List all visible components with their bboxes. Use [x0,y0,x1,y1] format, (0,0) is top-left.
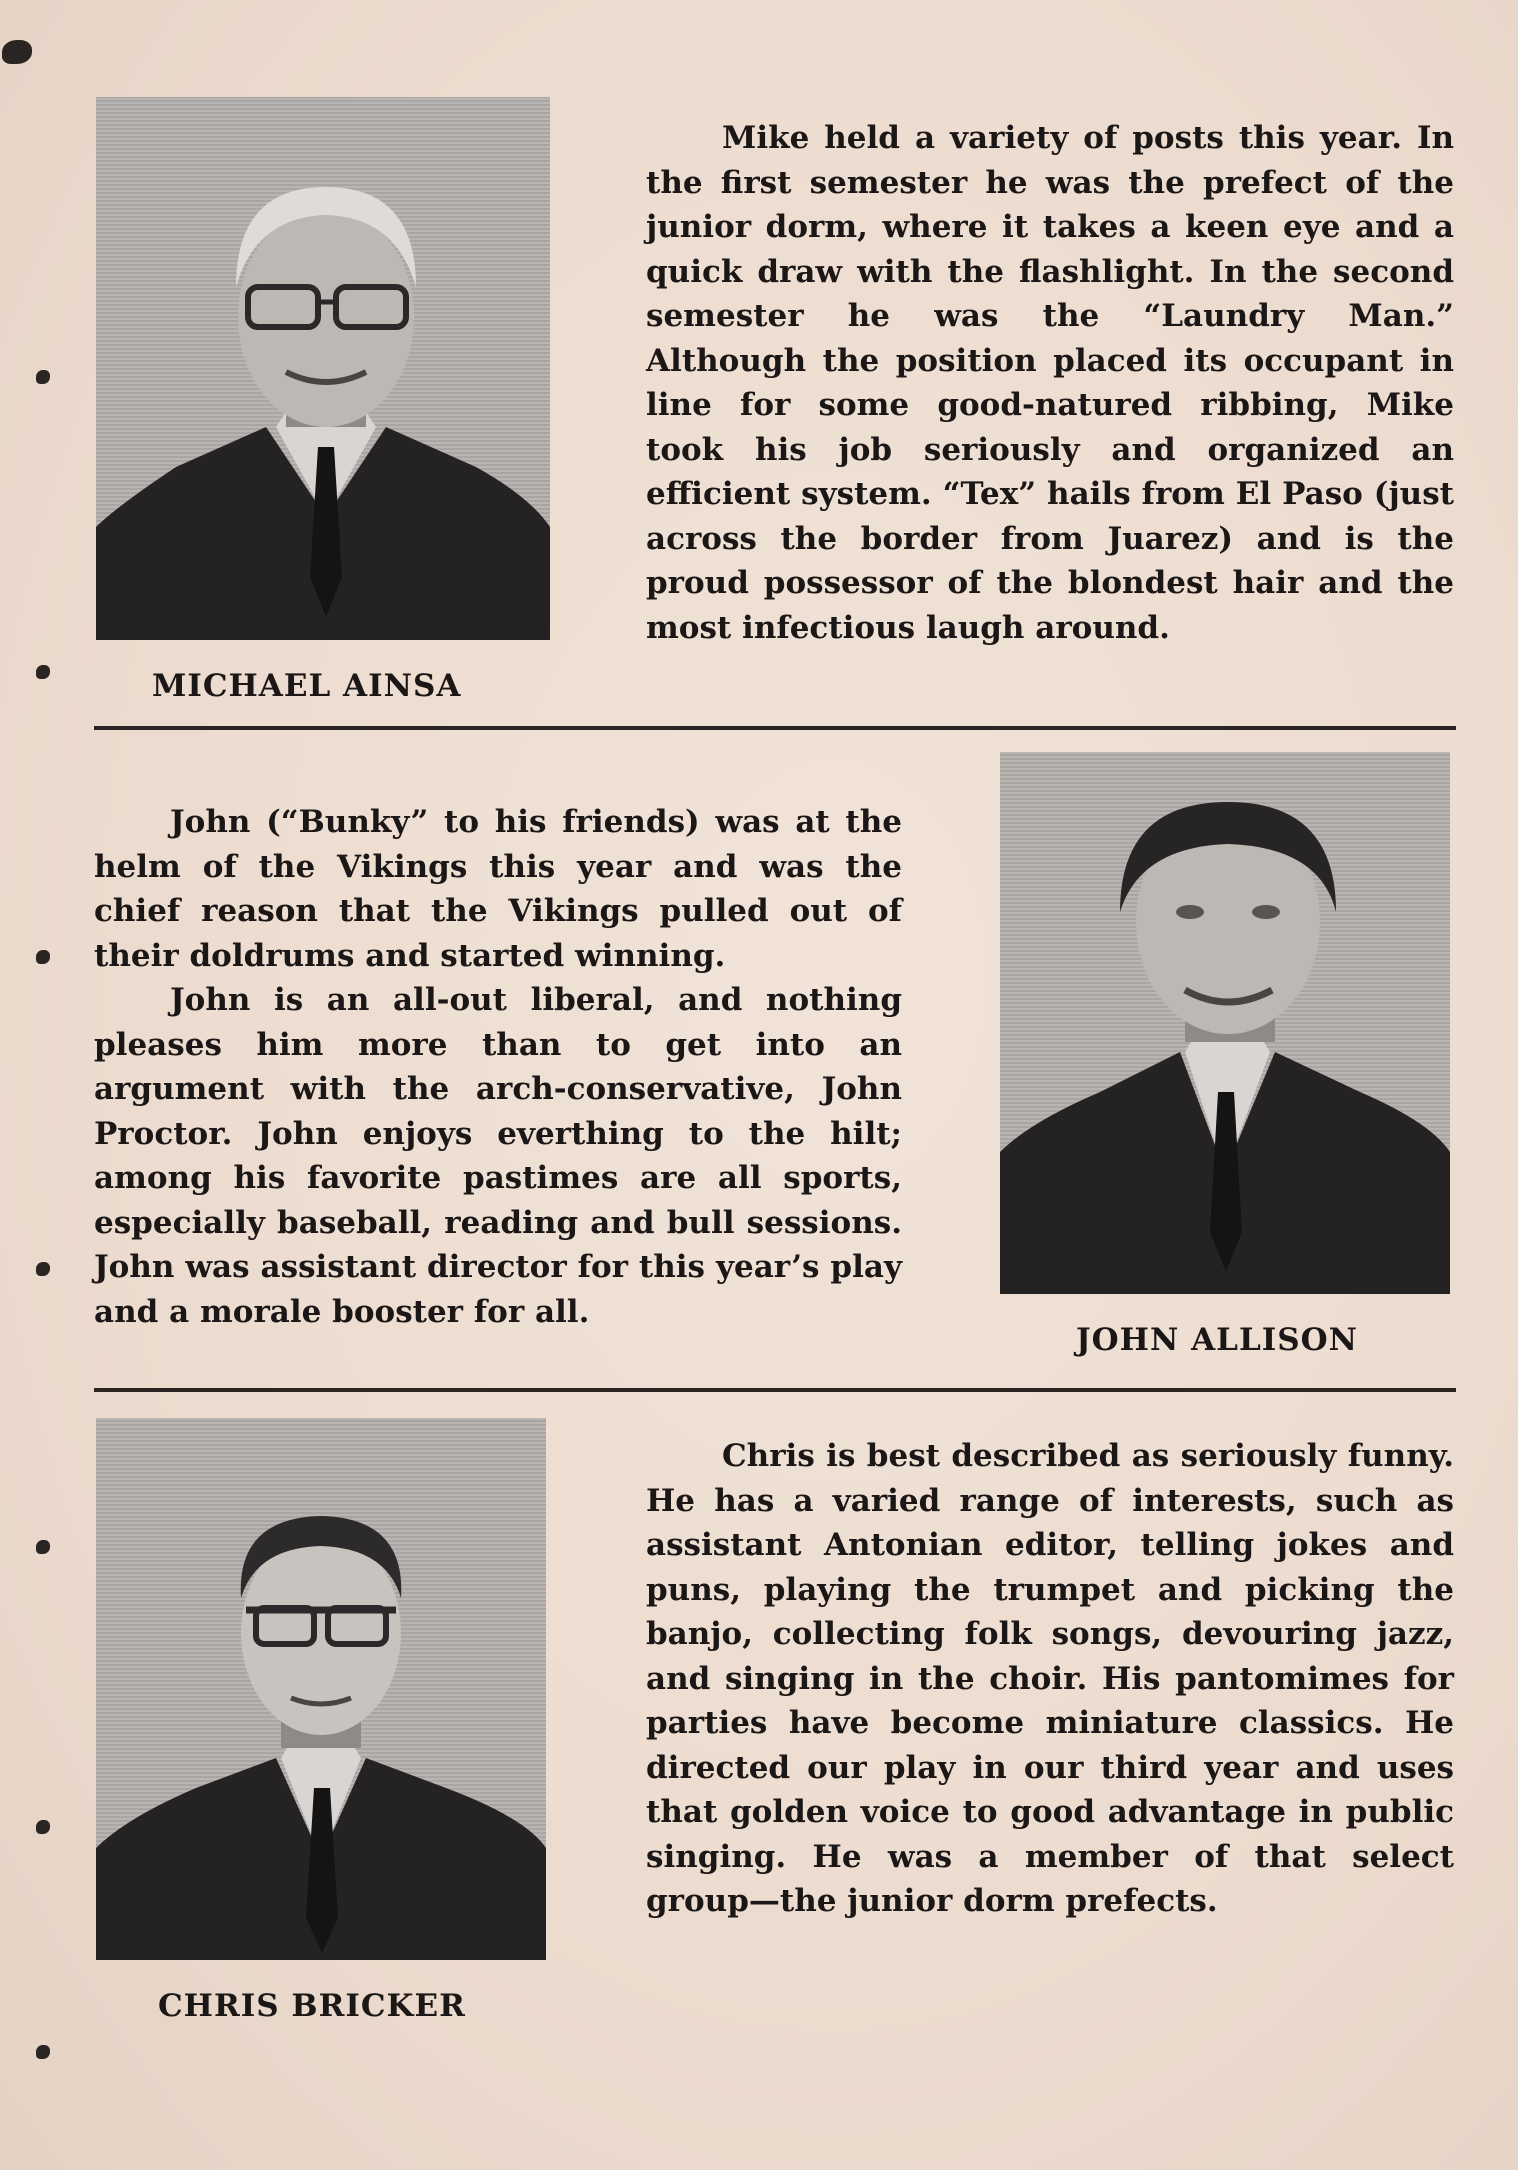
portrait-photo [1000,752,1450,1294]
binder-mark [36,665,50,679]
biography-paragraph: Chris is best described as seriously funny. He has a varied range of interests, such as assistant Antonian editor, telling jokes and puns, playing the trumpet and picking the banjo, collecting folk songs, devouring jazz, and singing in the choir. His pantomimes for parties have become miniature classics. He directed our play in our third year and uses that golden voice to good advantage in public singing. He was a member of that select group—the junior dorm prefects. [646,1438,1454,1919]
biography-paragraph: John (“Bunky” to his friends) was at the helm of the Vikings this year and was the chief reason that the Vikings pulled out of their doldrums and started winning. [94,804,902,974]
binder-mark [2,40,32,64]
binder-mark [36,950,50,964]
binder-mark [36,1262,50,1276]
biography-text [646,1434,1454,1924]
portrait-caption: CHRIS BRICKER [158,1988,466,2024]
binder-mark [36,1540,50,1554]
portrait-photo [96,97,550,640]
binder-mark [36,2045,50,2059]
portrait-caption: MICHAEL AINSA [152,668,462,704]
binder-mark [36,1820,50,1834]
biography-text [94,800,902,1334]
portrait-caption: JOHN ALLISON [1076,1322,1358,1358]
biography-text [646,116,1454,650]
section-divider [94,1388,1456,1392]
biography-paragraph: John is an all-out liberal, and nothing pleases him more than to get into an argument with the arch-conservative, John Proctor. John enjoys everthing to the hilt; among his favorite pastimes are all sports, especially baseball, reading and bull sessions. John was assistant director for this year’s play and a morale booster for all. [94,982,902,1330]
section-divider [94,726,1456,730]
biography-paragraph: Mike held a variety of posts this year. In the first semester he was the prefect of the junior dorm, where it takes a keen eye and a quick draw with the flashlight. In the second semester he was the “Laundry Man.” Although the position placed its occupant in line for some good-natured ribbing, Mike took his job seriously and organized an efficient system. “Tex” hails from El Paso (just across the border from Juarez) and is the proud possessor of the blondest hair and the most infectious laugh around. [646,120,1454,646]
binder-mark [36,370,50,384]
portrait-photo [96,1418,546,1960]
